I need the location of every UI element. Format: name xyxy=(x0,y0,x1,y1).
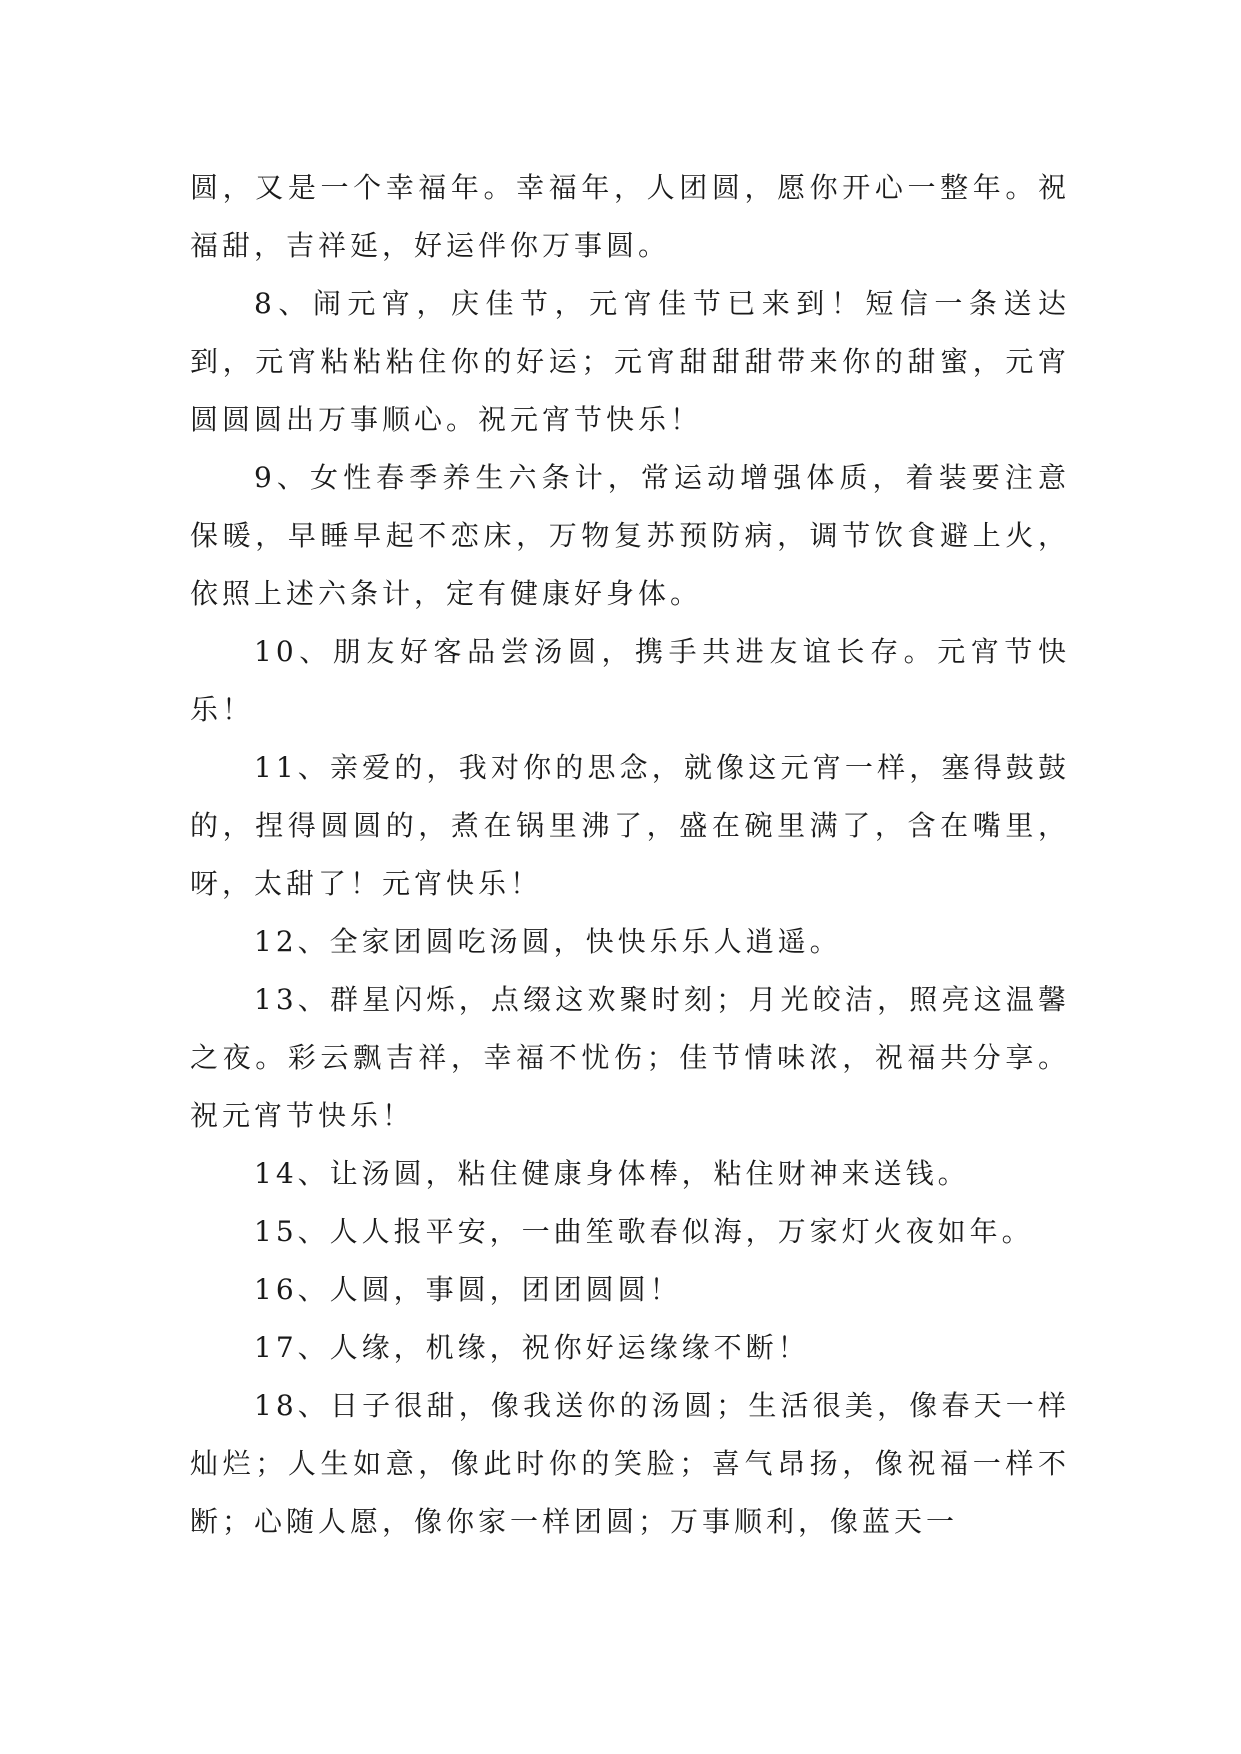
paragraph-continuation: 圆，又是一个幸福年。幸福年，人团圆，愿你开心一整年。祝福甜，吉祥延，好运伴你万事圆。 xyxy=(190,171,1070,262)
paragraph-item-17: 17、人缘，机缘，祝你好运缘缘不断！ xyxy=(254,1331,810,1364)
paragraph-item-8: 8、闹元宵，庆佳节，元宵佳节已来到！短信一条送达到，元宵粘粘粘住你的好运；元宵甜甜甜带来你的甜蜜，元宵圆圆圆出万事顺心。祝元宵节快乐！ xyxy=(190,287,1070,436)
paragraph-item-10: 10、朋友好客品尝汤圆，携手共进友谊长存。元宵节快乐！ xyxy=(190,635,1070,726)
paragraph-item-9: 9、女性春季养生六条计，常运动增强体质，着装要注意保暖，早睡早起不恋床，万物复苏预防病，调节饮食避上火，依照上述六条计，定有健康好身体。 xyxy=(190,461,1070,610)
paragraph-item-16: 16、人圆，事圆，团团圆圆！ xyxy=(254,1273,682,1306)
paragraph-item-11: 11、亲爱的，我对你的思念，就像这元宵一样，塞得鼓鼓的，捏得圆圆的，煮在锅里沸了，盛在碗里满了，含在嘴里，呀，太甜了！元宵快乐！ xyxy=(190,751,1070,900)
paragraph-item-13: 13、群星闪烁，点缀这欢聚时刻；月光皎洁，照亮这温馨之夜。彩云飘吉祥，幸福不忧伤；佳节情味浓，祝福共分享。祝元宵节快乐！ xyxy=(190,983,1070,1132)
document-body xyxy=(190,159,1070,1551)
paragraph-item-12: 12、全家团圆吃汤圆，快快乐乐人逍遥。 xyxy=(254,925,842,958)
paragraph-item-14: 14、让汤圆，粘住健康身体棒，粘住财神来送钱。 xyxy=(254,1157,970,1190)
paragraph-item-15: 15、人人报平安，一曲笙歌春似海，万家灯火夜如年。 xyxy=(254,1215,1034,1248)
paragraph-item-18: 18、日子很甜，像我送你的汤圆；生活很美，像春天一样灿烂；人生如意，像此时你的笑脸；喜气昂扬，像祝福一样不断；心随人愿，像你家一样团圆；万事顺利，像蓝天一 xyxy=(190,1389,1070,1538)
